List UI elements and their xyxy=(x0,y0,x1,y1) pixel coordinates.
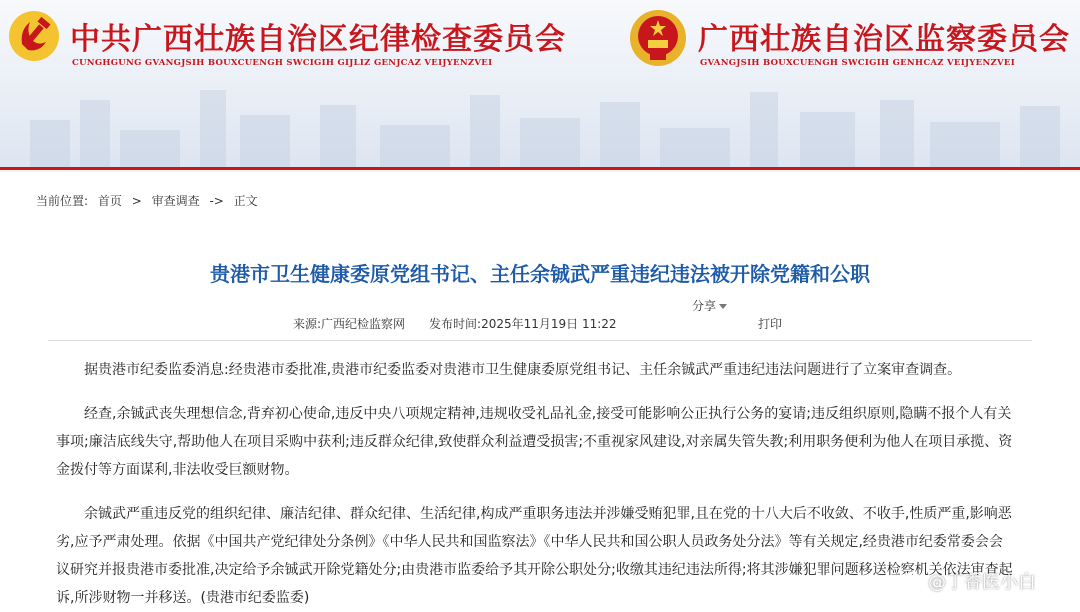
left-org-name: 中共广西壮族自治区纪律检查委员会 xyxy=(70,22,566,57)
article-paragraph: 经查,余铖武丧失理想信念,背弃初心使命,违反中央八项规定精神,违规收受礼品礼金,接受可能影响公正执行公务的宴请;违反组织原则,隐瞒不报个人有关事项;廉洁底线失守,帮助他人在项目采购中获利;违反群众纪律,致使群众利益遭受损害;不重视家风建设,对亲属失管失教;利用职务便利为他人在项目承揽、资金拨付等方面谋利,非法收受巨额财物。 xyxy=(56,406,1013,478)
breadcrumb-separator: > xyxy=(131,194,142,208)
print-button[interactable]: 打印 xyxy=(758,317,783,331)
breadcrumb-current: 正文 xyxy=(233,194,258,208)
watermark-text: @丁香医小白 xyxy=(928,572,1036,593)
article-publish-time: 发布时间:2025年11月19日 11:22 xyxy=(429,317,617,331)
article-title: 贵港市卫生健康委原党组书记、主任余铖武严重违纪违法被开除党籍和公职 xyxy=(210,262,870,286)
meta-divider xyxy=(48,340,1032,341)
national-emblem-icon xyxy=(628,8,688,68)
right-org-pinyin: GVANGJSIH BOUXCUENGH SWCIGIH GENHCAZ VEIJYENZVEI xyxy=(700,58,1015,68)
article-paragraph: 余铖武严重违反党的组织纪律、廉洁纪律、群众纪律、生活纪律,构成严重职务违法并涉嫌受贿犯罪,且在党的十八大后不收敛、不收手,性质严重,影响恶劣,应予严肃处理。依据《中国共产党纪律处分条例》《中华人民共和国监察法》《中华人民共和国公职人员政务处分法》等有关规定,经贵港市纪委常委会会议研究并报贵港市委批准,决定给予余铖武开除党籍处分;由贵港市监委给予其开除公职处分;收缴其违纪违法所得;将其涉嫌犯罪问题移送检察机关依法审查起诉,所涉财物一并移送。(贵港市纪委监委) xyxy=(56,506,1013,606)
breadcrumb-label: 当前位置: xyxy=(36,194,89,208)
article-meta xyxy=(293,315,617,332)
header-divider xyxy=(0,167,1080,170)
right-org-name: 广西壮族自治区监察委员会 xyxy=(698,22,1070,57)
left-org-pinyin: CUNGHGUNG GVANGJSIH BOUXCUENGH SWCIGIH GIJLIZ GENJCAZ VEIJYENZVEI xyxy=(72,58,493,68)
breadcrumb-separator: -> xyxy=(209,194,224,208)
breadcrumb-review-investigation[interactable]: 审查调查 xyxy=(151,194,200,208)
article-card xyxy=(0,172,1080,612)
site-header xyxy=(0,0,1080,170)
breadcrumb xyxy=(36,192,264,209)
article-paragraph: 据贵港市纪委监委消息:经贵港市委批准,贵港市纪委监委对贵港市卫生健康委原党组书记、主任余铖武严重违纪违法问题进行了立案审查调查。 xyxy=(84,362,962,378)
article-source: 来源:广西纪检监察网 xyxy=(293,317,406,331)
building-skyline-background xyxy=(0,60,1080,170)
party-emblem-icon xyxy=(8,10,60,62)
source-watermark xyxy=(902,566,1036,596)
breadcrumb-home[interactable]: 首页 xyxy=(97,194,122,208)
share-button[interactable] xyxy=(692,297,727,314)
article-body xyxy=(56,356,1016,612)
caret-down-icon xyxy=(719,304,727,309)
share-label: 分享 xyxy=(692,299,717,313)
logo-icon xyxy=(902,571,922,591)
